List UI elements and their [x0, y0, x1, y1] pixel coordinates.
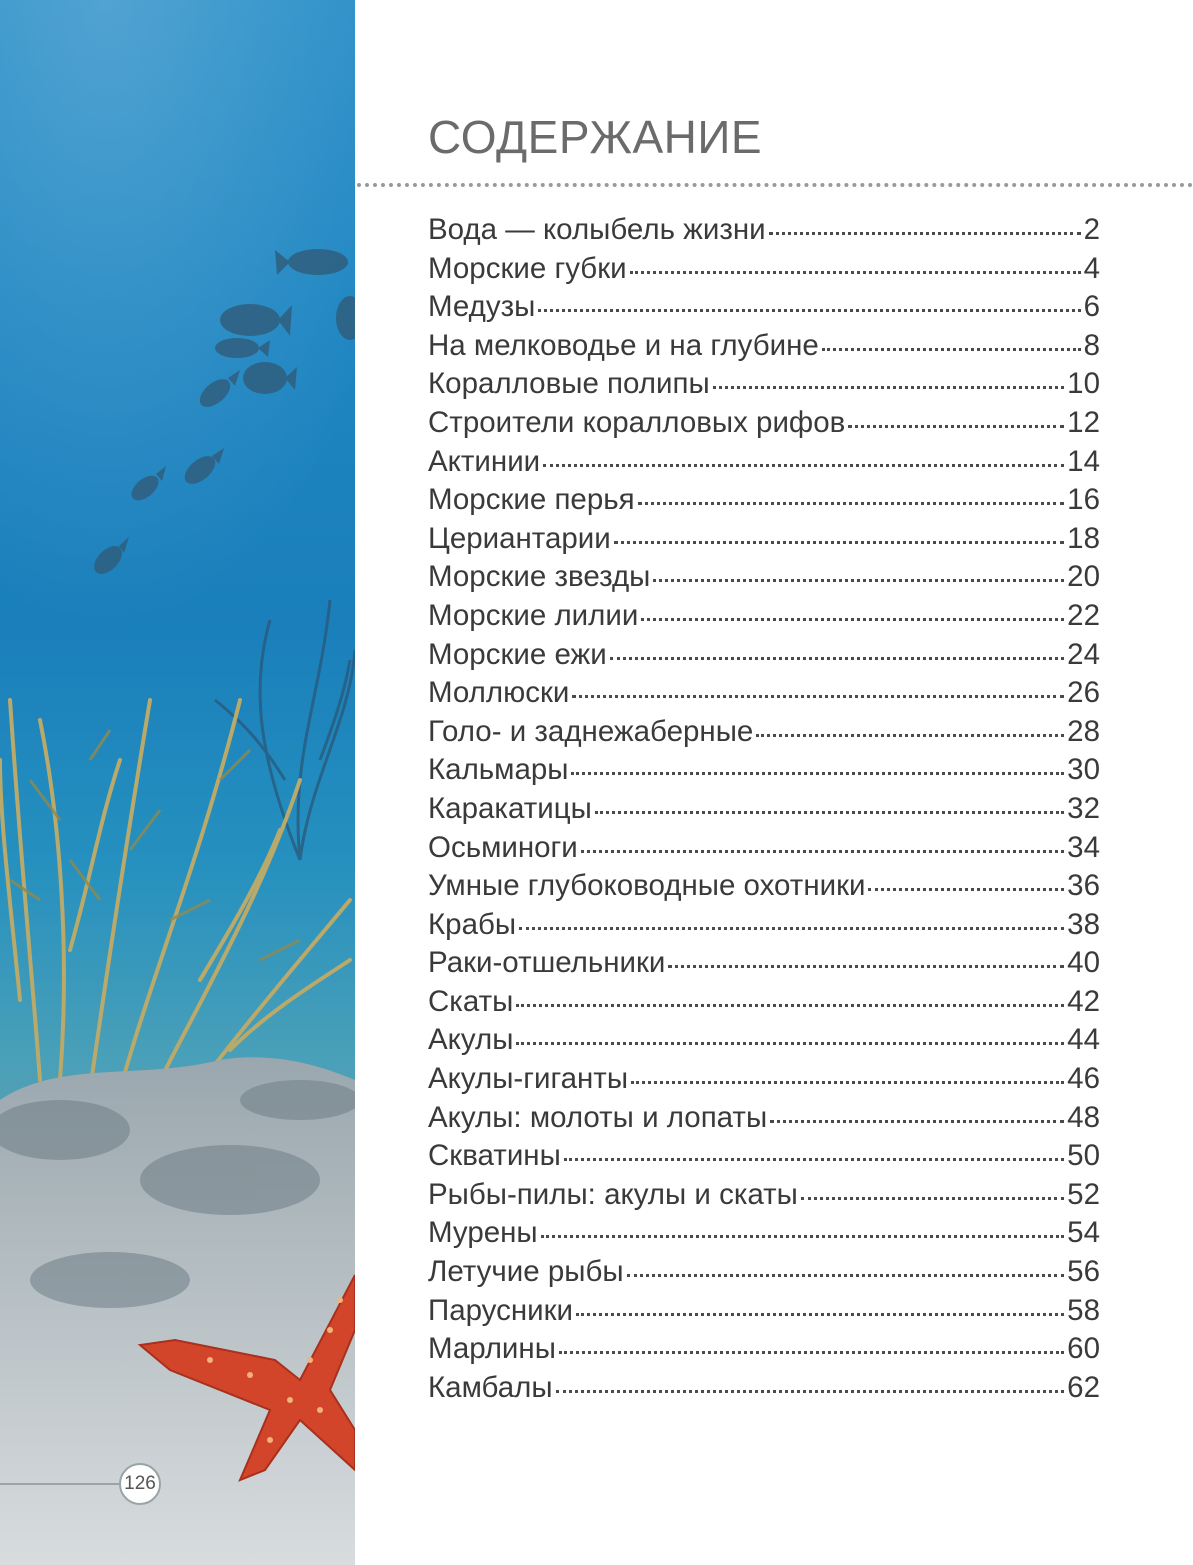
toc-entry-title: Акулы [428, 1023, 514, 1057]
dot-leader [627, 1274, 1065, 1277]
toc-entry-title: Раки-отшельники [428, 946, 666, 980]
toc-entry-title: Цериантарии [428, 521, 611, 555]
dot-leader [559, 1351, 1064, 1354]
toc-entry-page: 34 [1067, 830, 1100, 864]
toc-entry-page: 40 [1067, 946, 1100, 980]
dot-leader [572, 695, 1064, 698]
dot-leader [769, 232, 1081, 235]
dotted-divider [357, 183, 1193, 187]
toc-entry-title: Морские звезды [428, 560, 651, 594]
toc-entry[interactable] [428, 1062, 1100, 1101]
dot-leader [801, 1197, 1064, 1200]
toc-entry-page: 44 [1067, 1023, 1100, 1057]
toc-entry[interactable] [428, 753, 1100, 792]
toc-entry[interactable] [428, 1139, 1100, 1178]
toc-entry-title: Морские перья [428, 483, 635, 517]
toc-entry[interactable] [428, 1371, 1100, 1410]
dot-leader [756, 734, 1064, 737]
dot-leader [541, 1235, 1065, 1238]
toc-entry-page: 20 [1067, 560, 1100, 594]
coral-branches [10, 730, 300, 960]
toc-entry[interactable] [428, 985, 1100, 1024]
toc-entry-title: Марлины [428, 1332, 556, 1366]
toc-entry-page: 30 [1067, 753, 1100, 787]
dot-leader [848, 425, 1064, 428]
toc-entry-page: 22 [1067, 598, 1100, 632]
toc-entry-title: Морские ежи [428, 637, 607, 671]
toc-entry[interactable] [428, 831, 1100, 870]
toc-entry-page: 2 [1083, 213, 1100, 246]
dot-leader [868, 888, 1064, 891]
dot-leader [571, 772, 1064, 775]
dot-leader [538, 309, 1080, 312]
toc-entry-page: 4 [1083, 251, 1100, 285]
toc-entry-title: Скватины [428, 1139, 561, 1173]
toc-entry-page: 62 [1067, 1370, 1100, 1404]
toc-entry[interactable] [428, 290, 1100, 329]
toc-entry-title: Камбалы [428, 1370, 553, 1404]
toc-entry-title: Летучие рыбы [428, 1255, 624, 1289]
light-rays [0, 0, 355, 700]
toc-entry[interactable] [428, 1332, 1100, 1371]
dot-leader [516, 1042, 1064, 1045]
toc-entry-title: Мурены [428, 1216, 538, 1250]
dot-leader [595, 811, 1064, 814]
dot-leader [630, 271, 1081, 274]
dot-leader [543, 464, 1064, 467]
toc-entry[interactable] [428, 946, 1100, 985]
toc-entry[interactable] [428, 1255, 1100, 1294]
toc-entry-title: Строители коралловых рифов [428, 405, 846, 439]
toc-entry[interactable] [428, 252, 1100, 291]
toc-entry-title: Вода — колыбель жизни [428, 213, 766, 246]
page-number-rule [0, 1483, 122, 1485]
toc-entry-title: На мелководье и на глубине [428, 328, 819, 362]
underwater-photo [0, 0, 355, 1565]
toc-entry-title: Актинии [428, 444, 541, 478]
toc-entry-title: Медузы [428, 290, 536, 324]
dot-leader [668, 965, 1064, 968]
toc-entry-page: 10 [1067, 367, 1100, 401]
toc-entry-page: 18 [1067, 521, 1100, 555]
toc-entry-title: Моллюски [428, 676, 570, 710]
toc-entry-title: Скаты [428, 984, 514, 1018]
toc-entry-page: 24 [1067, 637, 1100, 671]
toc-entry-page: 56 [1067, 1255, 1100, 1289]
toc-entry-title: Умные глубоководные охотники [428, 869, 866, 903]
toc-entry-title: Коралловые полипы [428, 367, 710, 401]
toc-entry[interactable] [428, 1294, 1100, 1333]
toc-entry-title: Морские лилии [428, 598, 639, 632]
page-title: СОДЕРЖАНИЕ [428, 111, 763, 163]
toc-entry-page: 14 [1067, 444, 1100, 478]
dot-leader [581, 850, 1064, 853]
dot-leader [713, 386, 1065, 389]
toc-entry[interactable] [428, 367, 1100, 406]
toc-entry-title: Каракатицы [428, 791, 592, 825]
toc-entry-page: 48 [1067, 1100, 1100, 1134]
toc-entry-title: Крабы [428, 907, 517, 941]
toc-entry-page: 54 [1067, 1216, 1100, 1250]
toc-entry-title: Кальмары [428, 753, 569, 787]
toc-entry[interactable] [428, 869, 1100, 908]
toc-entry[interactable] [428, 676, 1100, 715]
dot-leader [770, 1120, 1064, 1123]
table-of-contents [428, 213, 1100, 1409]
toc-entry-page: 60 [1067, 1332, 1100, 1366]
toc-entry-title: Парусники [428, 1293, 574, 1327]
dot-leader [516, 1004, 1064, 1007]
toc-entry[interactable] [428, 599, 1100, 638]
toc-entry-page: 26 [1067, 676, 1100, 710]
toc-entry-title: Голо- и заднежаберные [428, 714, 754, 748]
dot-leader [641, 618, 1064, 621]
toc-entry-title: Акулы: молоты и лопаты [428, 1100, 768, 1134]
toc-entry-page: 16 [1067, 483, 1100, 517]
dot-leader [564, 1158, 1064, 1161]
toc-entry[interactable] [428, 406, 1100, 445]
toc-entry[interactable] [428, 213, 1100, 252]
toc-entry[interactable] [428, 445, 1100, 484]
toc-entry[interactable] [428, 1023, 1100, 1062]
toc-entry-page: 38 [1067, 907, 1100, 941]
toc-entry-page: 8 [1083, 328, 1100, 362]
toc-entry[interactable] [428, 715, 1100, 754]
toc-entry-page: 28 [1067, 714, 1100, 748]
dot-leader [631, 1081, 1064, 1084]
toc-entry-page: 12 [1067, 405, 1100, 439]
toc-entry[interactable] [428, 1101, 1100, 1140]
toc-entry-page: 58 [1067, 1293, 1100, 1327]
toc-entry[interactable] [428, 908, 1100, 947]
toc-entry[interactable] [428, 792, 1100, 831]
dot-leader [556, 1390, 1065, 1393]
dot-leader [653, 579, 1064, 582]
toc-entry[interactable] [428, 1178, 1100, 1217]
dot-leader [576, 1313, 1064, 1316]
toc-entry-page: 42 [1067, 984, 1100, 1018]
page-number: 126 [119, 1463, 161, 1505]
reef-illustration [0, 0, 355, 1565]
toc-entry[interactable] [428, 483, 1100, 522]
toc-entry-title: Акулы-гиганты [428, 1062, 629, 1096]
toc-entry-page: 32 [1067, 791, 1100, 825]
toc-entry-page: 36 [1067, 869, 1100, 903]
toc-entry[interactable] [428, 560, 1100, 599]
dot-leader [638, 502, 1065, 505]
toc-entry-page: 6 [1083, 290, 1100, 324]
toc-entry-title: Осьминоги [428, 830, 578, 864]
dot-leader [519, 927, 1064, 930]
toc-entry[interactable] [428, 329, 1100, 368]
toc-entry-page: 52 [1067, 1177, 1100, 1211]
dot-leader [614, 541, 1064, 544]
toc-entry-title: Морские губки [428, 251, 627, 285]
toc-entry[interactable] [428, 638, 1100, 677]
dot-leader [610, 657, 1064, 660]
toc-entry-page: 50 [1067, 1139, 1100, 1173]
dot-leader [822, 348, 1081, 351]
toc-entry[interactable] [428, 1216, 1100, 1255]
soft-coral [0, 700, 350, 1110]
toc-entry[interactable] [428, 522, 1100, 561]
toc-entry-title: Рыбы-пилы: акулы и скаты [428, 1177, 798, 1211]
toc-entry-page: 46 [1067, 1062, 1100, 1096]
